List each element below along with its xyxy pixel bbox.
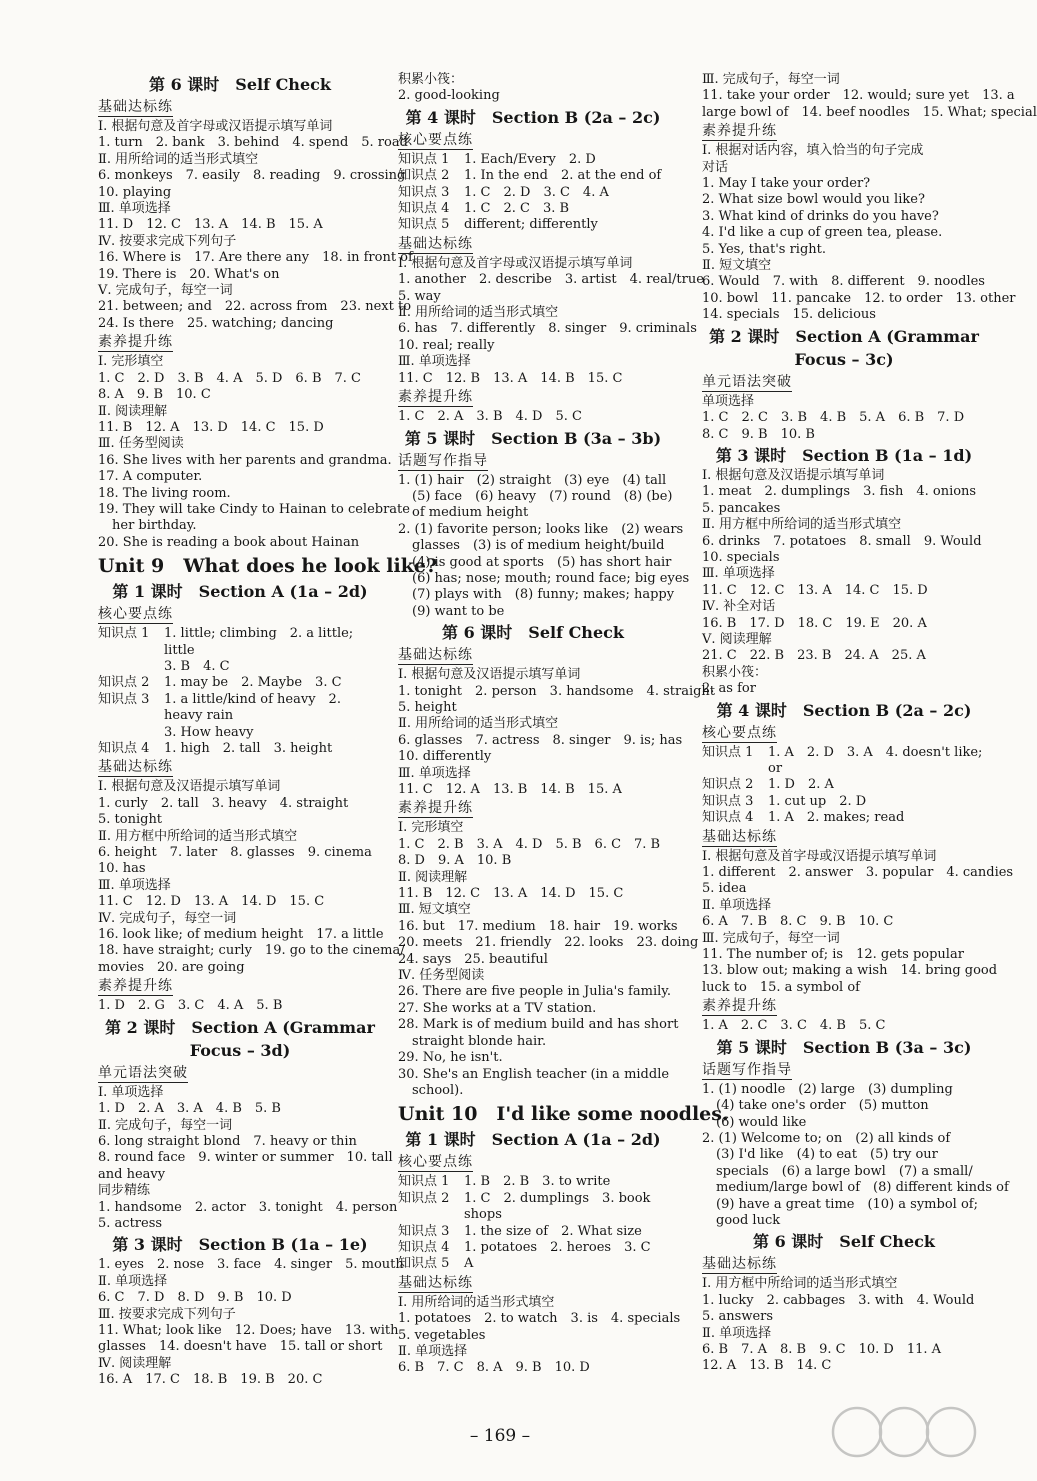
answer-line: Ⅴ. 完成句子，每空一词 (98, 283, 233, 299)
answer-line: 积累小筏： (702, 664, 768, 680)
knowledge-point-label: 知识点 2 (98, 675, 150, 691)
answer-line: 1. D 2. G 3. C 4. A 5. B (98, 998, 283, 1014)
answer-line: 2. What size bowl would you like? (702, 192, 925, 208)
answer-line: 8. round face 9. winter or summer 10. tall (98, 1150, 393, 1166)
knowledge-point-label: 知识点 1 (398, 1174, 450, 1190)
answer-line: 16. but 17. medium 18. hair 19. works (398, 918, 678, 934)
knowledge-point-label: 知识点 4 (398, 201, 450, 217)
answer-line: 11. C 12. A 13. B 14. B 15. A (398, 782, 622, 797)
answer-line: 18. The living room. (98, 485, 231, 501)
lesson-heading: 第 4 课时 Section B (2a – 2c) (716, 700, 972, 720)
answer-line: Ⅱ. 短文填空 (702, 258, 772, 274)
knowledge-point-answers: 1. the size of 2. What size (464, 1223, 642, 1239)
knowledge-point-row (98, 692, 382, 725)
knowledge-point-answers: A (464, 1256, 474, 1272)
answer-line-continued: (4) take one's order (5) mutton (716, 1098, 929, 1114)
section-heading: 基础达标练 (702, 828, 777, 845)
answer-line: 24. Is there 25. watching; dancing (98, 315, 334, 331)
answer-line: glasses 14. doesn't have 15. tall or short (98, 1339, 383, 1355)
knowledge-point-answers: 1. C 2. dumplings 3. book shops (464, 1190, 651, 1223)
section-heading-row (702, 827, 986, 849)
answer-line: 1. eyes 2. nose 3. face 4. singer 5. mouth (98, 1257, 404, 1273)
knowledge-point-row (98, 659, 382, 675)
knowledge-point-answers: 1. little; climbing 2. a little; little (164, 626, 354, 658)
knowledge-point-answers: 1. Each/Every 2. D (464, 151, 596, 167)
answer-line: 29. No, he isn't. (398, 1050, 503, 1066)
knowledge-point-label: 知识点 4 (98, 741, 150, 756)
answer-line: Ⅲ. 按要求完成下列句子 (98, 1306, 236, 1322)
answer-line: Ⅲ. 完成句子，每空一词 (702, 72, 840, 87)
answer-line: 11. B 12. C 13. A 14. D 15. C (398, 886, 624, 902)
answer-line: 6. C 7. D 8. D 9. B 10. D (98, 1290, 292, 1306)
answer-line: 3. What kind of drinks do you have? (702, 208, 939, 224)
answer-column-right (702, 72, 1037, 1375)
answer-line: 11. C 12. D 13. A 14. D 15. C (98, 894, 325, 910)
answer-line: Ⅱ. 用方框中所给词的适当形式填空 (702, 517, 902, 533)
answer-line-continued: medium/large bowl of (8) different kinds of (716, 1180, 1009, 1196)
knowledge-point-label: 知识点 3 (702, 793, 754, 809)
answer-line-continued: glasses (3) is of medium height/build (412, 538, 665, 554)
answer-line: Ⅰ. 根据句意及首字母或汉语提示填写单词 (398, 255, 633, 271)
section-heading-row (398, 387, 668, 409)
answer-line: 26. There are five people in Julia's family. (398, 984, 672, 1000)
knowledge-point-label: 知识点 1 (702, 744, 754, 760)
answer-line: Ⅲ. 完成句子，每空一词 (702, 930, 840, 946)
answer-line: 6. long straight blond 7. heavy or thin (98, 1133, 357, 1149)
knowledge-point-row (398, 1224, 668, 1240)
knowledge-point-label (98, 725, 164, 741)
lesson-heading: 第 6 课时 Self Check (149, 75, 331, 94)
answer-line: Ⅱ. 阅读理解 (98, 403, 168, 419)
section-heading: 核心要点练 (398, 131, 473, 148)
answer-line: 单项选择 (702, 393, 755, 409)
section-heading: 基础达标练 (398, 1274, 473, 1291)
answer-line: Ⅰ. 根据对话内容，填入恰当的句子完成 (702, 143, 924, 159)
section-heading: 基础达标练 (398, 235, 473, 252)
knowledge-point-row (398, 1240, 668, 1256)
section-heading-row (98, 976, 382, 998)
answer-line: Ⅱ. 阅读理解 (398, 869, 468, 885)
section-heading-row (398, 645, 668, 667)
answer-line: 8. D 9. A 10. B (398, 853, 512, 869)
answer-line: large bowl of 14. beef noodles 15. What; special (702, 104, 1037, 120)
knowledge-point-label: 知识点 2 (702, 777, 754, 793)
answer-line-continued: (9) have a great time (10) a symbol of; (716, 1196, 978, 1212)
lesson-heading: 第 1 课时 Section A (1a – 2d) (112, 582, 368, 602)
answer-line: 1. C 2. D 3. B 4. A 5. D 6. B 7. C (98, 370, 361, 386)
answer-line: Ⅲ. 单项选择 (98, 201, 171, 217)
knowledge-point-row (398, 217, 668, 233)
answer-line: 1. C 2. A 3. B 4. D 5. C (398, 409, 582, 425)
answer-line-continued: good luck (716, 1212, 781, 1228)
answer-line: 11. What; look like 12. Does; have 13. with (98, 1322, 399, 1338)
unit-title: Unit 9 What does he look like? (98, 555, 438, 578)
answer-line: 对话 (702, 159, 729, 175)
answer-line: 10. differently (398, 749, 492, 765)
answer-line: 2. good-looking (398, 88, 500, 104)
answer-line-continued: (4) is good at sports (5) has short hair (412, 554, 672, 570)
section-heading-row (398, 1273, 668, 1295)
answer-line: 11. C 12. C 13. A 14. C 15. D (702, 582, 928, 598)
answer-line: 11. take your order 12. would; sure yet 13. a (702, 88, 1015, 104)
answer-line: 4. I'd like a cup of green tea, please. (702, 225, 943, 241)
answer-line: 10. playing (98, 184, 172, 200)
answer-line: 11. C 12. B 13. A 14. B 15. C (398, 370, 623, 386)
knowledge-point-answers: 1. A 2. D 3. A 4. doesn't like; or (768, 744, 983, 776)
section-heading-row (702, 372, 986, 394)
section-heading-row (398, 130, 668, 152)
knowledge-point-row (398, 1174, 668, 1190)
section-heading-row (702, 996, 986, 1018)
answer-line: 5. actress (98, 1215, 163, 1231)
answer-line: 6. monkeys 7. easily 8. reading 9. crossing (98, 168, 406, 184)
answer-line: Ⅰ. 单项选择 (98, 1084, 164, 1100)
knowledge-point-row (398, 168, 668, 184)
knowledge-point-row (98, 741, 382, 757)
answer-line: Ⅱ. 用方框中所给词的适当形式填空 (98, 828, 298, 844)
section-heading: 话题写作指导 (398, 452, 488, 469)
answer-line: Ⅳ. 按要求完成下列句子 (98, 233, 237, 249)
knowledge-point-row (398, 1191, 668, 1224)
answer-line: 1. meat 2. dumplings 3. fish 4. onions (702, 484, 977, 500)
knowledge-point-label: 知识点 1 (398, 151, 450, 167)
answer-line: 1. potatoes 2. to watch 3. is 4. specials (398, 1311, 681, 1327)
knowledge-point-answers: 1. In the end 2. at the end of (464, 168, 662, 184)
answer-line: 28. Mark is of medium build and has short (398, 1017, 679, 1033)
answer-line-continued: (5) face (6) heavy (7) round (8) (be) (412, 488, 673, 504)
knowledge-point-row (702, 794, 986, 810)
answer-line: Ⅳ. 阅读理解 (98, 1355, 172, 1371)
answer-line: 16. Where is 17. Are there any 18. in front of (98, 250, 413, 266)
section-heading: 素养提升练 (702, 998, 777, 1015)
answer-line: 2. (1) Welcome to; on (2) all kinds of (702, 1130, 951, 1146)
answer-line: Ⅰ. 根据句意及首字母或汉语提示填写单词 (98, 119, 333, 134)
section-heading: 素养提升练 (98, 978, 173, 995)
answer-line: 11. The number of; is 12. gets popular (702, 947, 964, 963)
knowledge-point-label: 知识点 5 (398, 217, 450, 233)
knowledge-point-label: 知识点 2 (398, 1190, 450, 1206)
knowledge-point-answers: 1. C 2. C 3. B (464, 201, 570, 217)
section-heading: 核心要点练 (702, 724, 777, 741)
answer-line: 1. lucky 2. cabbages 3. with 4. Would (702, 1292, 975, 1308)
answer-line: 16. look like; of medium height 17. a little (98, 927, 384, 943)
answer-line: 6. height 7. later 8. glasses 9. cinema (98, 845, 372, 861)
answer-line: 1. another 2. describe 3. artist 4. real/true (398, 272, 704, 288)
knowledge-point-row (398, 152, 668, 168)
section-heading-row (702, 1254, 986, 1276)
knowledge-point-label: 知识点 4 (702, 810, 754, 826)
section-heading-row (702, 723, 986, 745)
answer-line: 6. B 7. C 8. A 9. B 10. D (398, 1360, 590, 1376)
knowledge-point-row (98, 675, 382, 691)
answer-line-continued: straight blonde hair. (412, 1033, 547, 1049)
answer-line: 2. as for (702, 681, 756, 697)
answer-line: 1. A 2. C 3. C 4. B 5. C (702, 1018, 886, 1034)
lesson-heading: 第 3 课时 Section B (1a – 1e) (112, 1235, 368, 1255)
knowledge-point-answers: 1. A 2. makes; read (768, 810, 905, 826)
lesson-heading: 第 5 课时 Section B (3a – 3b) (404, 428, 662, 448)
knowledge-point-answers: 3. How heavy (164, 724, 254, 740)
answer-line: Ⅲ. 单项选择 (398, 765, 471, 781)
section-heading: 素养提升练 (398, 389, 473, 406)
answer-line: 6. glasses 7. actress 8. singer 9. is; has (398, 732, 683, 748)
answer-line: 6. has 7. differently 8. singer 9. criminals (398, 321, 697, 337)
answer-line: 30. She's an English teacher (in a middle (398, 1066, 670, 1082)
lesson-heading: 第 2 课时 Section A (Grammar (709, 326, 979, 346)
answer-line: Ⅲ. 单项选择 (398, 354, 471, 370)
answer-line: 16. She lives with her parents and grandma. (98, 452, 392, 468)
section-heading: 单元语法突破 (702, 373, 792, 390)
answer-line-continued: (7) plays with (8) funny; makes; happy (412, 587, 675, 603)
knowledge-point-label: 知识点 5 (398, 1256, 450, 1272)
section-heading-row (98, 97, 382, 119)
answer-line: 18. have straight; curly 19. go to the cinema/ (98, 943, 405, 959)
lesson-heading: 第 3 课时 Section B (1a – 1d) (715, 445, 973, 465)
section-heading: 素养提升练 (702, 123, 777, 140)
knowledge-point-answers: 1. may be 2. Maybe 3. C (164, 675, 342, 691)
lesson-heading: Focus – 3d) (189, 1040, 291, 1060)
section-heading-row (398, 798, 668, 820)
section-heading: 核心要点练 (98, 606, 173, 623)
answer-line: Ⅰ. 完形填空 (98, 354, 164, 370)
knowledge-point-label: 知识点 3 (98, 691, 150, 707)
lesson-heading: 第 6 课时 Self Check (442, 623, 624, 643)
section-heading: 基础达标练 (398, 647, 473, 664)
answer-line: Ⅰ. 根据句意及首字母或汉语提示填写单词 (702, 848, 937, 864)
knowledge-point-label: 知识点 2 (398, 168, 450, 184)
section-heading-row (98, 757, 382, 779)
answer-line: Ⅱ. 单项选择 (702, 1325, 772, 1341)
answer-line: 6. Would 7. with 8. different 9. noodles (702, 274, 985, 290)
answer-line: Ⅱ. 单项选择 (398, 1343, 468, 1359)
section-heading: 基础达标练 (98, 759, 173, 776)
answer-line: 5. pancakes (702, 500, 781, 516)
section-heading-row (398, 1152, 668, 1174)
answer-line: 12. A 13. B 14. C (702, 1358, 832, 1374)
answer-line: 6. B 7. A 8. B 9. C 10. D 11. A (702, 1341, 942, 1357)
answer-line: Ⅱ. 单项选择 (98, 1273, 168, 1289)
answer-line: 16. B 17. D 18. C 19. E 20. A (702, 615, 927, 631)
answer-line: 1. different 2. answer 3. popular 4. candies (702, 865, 1014, 881)
answer-line-continued: her birthday. (112, 518, 197, 534)
answer-line: Ⅳ. 完成句子，每空一词 (98, 910, 237, 926)
lesson-heading: Focus – 3c) (794, 349, 894, 369)
knowledge-point-answers: 1. C 2. D 3. C 4. A (464, 184, 609, 200)
knowledge-point-row (98, 725, 382, 741)
answer-line: Ⅲ. 短文填空 (398, 902, 471, 918)
answer-line: 8. C 9. B 10. B (702, 426, 815, 442)
knowledge-point-row (98, 626, 382, 659)
answer-line: 1. C 2. B 3. A 4. D 5. B 6. C 7. B (398, 836, 661, 852)
answer-line: 1. D 2. A 3. A 4. B 5. B (98, 1101, 281, 1117)
answer-line: 1. (1) hair (2) straight (3) eye (4) tall (398, 472, 667, 488)
answer-line: and heavy (98, 1166, 166, 1182)
answer-line-continued: school). (412, 1082, 464, 1098)
answer-line-continued: (9) want to be (412, 603, 505, 619)
section-heading: 基础达标练 (702, 1256, 777, 1273)
answer-line-continued: specials (6) a large bowl (7) a small/ (716, 1163, 973, 1179)
knowledge-point-answers: 1. B 2. B 3. to write (464, 1174, 611, 1190)
answer-line: 20. She is reading a book about Hainan (98, 534, 360, 550)
answer-line: Ⅰ. 根据句意及汉语提示填写单词 (702, 467, 885, 483)
knowledge-point-answers: 1. high 2. tall 3. height (164, 741, 333, 756)
unit-title: Unit 10 I'd like some noodles. (398, 1103, 729, 1126)
answer-line: 21. C 22. B 23. B 24. A 25. A (702, 648, 926, 664)
knowledge-point-answers: 3. B 4. C (164, 658, 230, 674)
answer-line: Ⅳ. 补全对话 (702, 599, 776, 615)
answer-line: 17. A computer. (98, 469, 203, 485)
knowledge-point-answers: 1. a little/kind of heavy 2. heavy rain (164, 691, 341, 724)
answer-line: Ⅳ. 任务型阅读 (398, 968, 485, 984)
knowledge-point-label: 知识点 3 (398, 184, 450, 200)
knowledge-point-label: 知识点 4 (398, 1239, 450, 1255)
answer-line: 5. answers (702, 1309, 774, 1325)
answer-line: 10. bowl 11. pancake 12. to order 13. other (702, 290, 1016, 306)
section-heading-row (702, 121, 986, 143)
knowledge-point-label: 知识点 1 (98, 626, 150, 642)
section-heading-row (98, 1063, 382, 1085)
answer-line: Ⅰ. 完形填空 (398, 820, 464, 836)
answer-line: 积累小筏： (398, 72, 464, 87)
answer-line: Ⅴ. 阅读理解 (702, 631, 772, 647)
knowledge-point-row (702, 810, 986, 826)
answer-line: 11. D 12. C 13. A 14. B 15. A (98, 217, 323, 233)
section-heading: 单元语法突破 (98, 1064, 188, 1081)
answer-line: 8. A 9. B 10. C (98, 387, 211, 403)
answer-line: 10. real; really (398, 337, 495, 353)
answer-line: Ⅱ. 单项选择 (702, 897, 772, 913)
answer-line: 21. between; and 22. across from 23. next to (98, 299, 412, 315)
answer-line: 5. tonight (98, 812, 163, 828)
knowledge-point-answers: 1. cut up 2. D (768, 793, 867, 809)
answer-line: Ⅲ. 任务型阅读 (98, 436, 184, 452)
answer-line: 5. height (398, 699, 457, 715)
answer-line-continued: (6) would like (716, 1114, 807, 1130)
answer-line: Ⅰ. 根据句意及汉语提示填写单词 (98, 779, 281, 795)
answer-line: Ⅰ. 用所给词的适当形式填空 (398, 1294, 555, 1310)
section-heading: 核心要点练 (398, 1154, 473, 1171)
section-heading-row (98, 332, 382, 354)
lesson-heading: 第 4 课时 Section B (2a – 2c) (405, 107, 661, 127)
knowledge-point-row (398, 201, 668, 217)
knowledge-point-row (702, 777, 986, 793)
answer-line: 1. (1) noodle (2) large (3) dumpling (702, 1081, 953, 1097)
answer-line-continued: of medium height (412, 505, 529, 521)
answer-line: 5. Yes, that's right. (702, 241, 826, 257)
answer-line: 5. vegetables (398, 1327, 486, 1343)
answer-line: 24. says 25. beautiful (398, 951, 548, 967)
knowledge-point-answers: 1. D 2. A (768, 777, 834, 793)
answer-line: Ⅱ. 完成句子，每空一词 (98, 1117, 233, 1133)
page-number: – 169 – (469, 1426, 531, 1446)
knowledge-point-answers: different; differently (464, 217, 598, 233)
answer-line: 10. specials (702, 549, 780, 565)
answer-line: 1. tonight 2. person 3. handsome 4. straight (398, 683, 716, 699)
answer-line: 1. May I take your order? (702, 176, 871, 192)
knowledge-point-row (702, 745, 986, 778)
answer-line: Ⅲ. 单项选择 (98, 877, 171, 893)
section-heading: 素养提升练 (98, 334, 173, 351)
answer-line: Ⅱ. 用所给词的适当形式填空 (398, 716, 559, 732)
section-heading-row (702, 1060, 986, 1082)
answer-line: Ⅰ. 用方框中所给词的适当形式填空 (702, 1276, 898, 1292)
answer-line: Ⅱ. 用所给词的适当形式填空 (398, 305, 559, 321)
knowledge-point-answers: 1. potatoes 2. heroes 3. C (464, 1239, 651, 1255)
answer-line: Ⅰ. 根据句意及汉语提示填写单词 (398, 667, 581, 683)
answer-line: 1. turn 2. bank 3. behind 4. spend 5. road (98, 135, 408, 151)
section-heading: 基础达标练 (98, 99, 173, 115)
answer-line: luck to 15. a symbol of (702, 979, 860, 995)
lesson-heading: 第 2 课时 Section A (Grammar (105, 1017, 375, 1037)
answer-line-continued: (3) I'd like (4) to eat (5) try our (716, 1147, 938, 1163)
section-heading-row (398, 234, 668, 256)
watermark-logo (822, 1400, 987, 1470)
lesson-heading: 第 1 课时 Section A (1a – 2d) (405, 1130, 661, 1150)
answer-line: 同步精练 (98, 1183, 151, 1199)
answer-line: 13. blow out; making a wish 14. bring good (702, 963, 998, 979)
answer-line: 10. has (98, 861, 146, 877)
lesson-heading: 第 5 课时 Section B (3a – 3c) (716, 1037, 972, 1057)
knowledge-point-label (98, 659, 164, 675)
answer-line: Ⅱ. 用所给词的适当形式填空 (98, 151, 259, 167)
answer-line: 20. meets 21. friendly 22. looks 23. doing (398, 935, 699, 951)
answer-line: 5. idea (702, 881, 747, 897)
knowledge-point-row (398, 185, 668, 201)
answer-line: 1. C 2. C 3. B 4. B 5. A 6. B 7. D (702, 410, 965, 426)
answer-line: 27. She works at a TV station. (398, 1000, 597, 1016)
section-heading-row (398, 451, 668, 473)
answer-line: 1. curly 2. tall 3. heavy 4. straight (98, 795, 349, 811)
answer-line: 19. There is 20. What's on (98, 266, 280, 282)
section-heading-row (98, 604, 382, 626)
answer-line: 6. A 7. B 8. C 9. B 10. C (702, 914, 894, 930)
answer-line: Ⅲ. 单项选择 (702, 566, 775, 582)
section-heading: 话题写作指导 (702, 1061, 792, 1078)
answer-line: 2. (1) favorite person; looks like (2) wears (398, 521, 684, 537)
answer-line-continued: (6) has; nose; mouth; round face; big eyes (412, 570, 690, 586)
lesson-heading: 第 6 课时 Self Check (753, 1232, 935, 1252)
answer-line: 1. handsome 2. actor 3. tonight 4. person (98, 1199, 398, 1215)
answer-line: 19. They will take Cindy to Hainan to celebrate (98, 501, 410, 517)
section-heading: 素养提升练 (398, 800, 473, 817)
answer-line: 6. drinks 7. potatoes 8. small 9. Would (702, 533, 982, 549)
answer-line: 11. B 12. A 13. D 14. C 15. D (98, 419, 324, 435)
answer-line: movies 20. are going (98, 959, 245, 975)
knowledge-point-row (398, 1256, 668, 1272)
knowledge-point-label: 知识点 3 (398, 1223, 450, 1239)
answer-line: 14. specials 15. delicious (702, 307, 876, 323)
answer-line: 5. way (398, 288, 441, 304)
answer-line: 16. A 17. C 18. B 19. B 20. C (98, 1372, 323, 1388)
